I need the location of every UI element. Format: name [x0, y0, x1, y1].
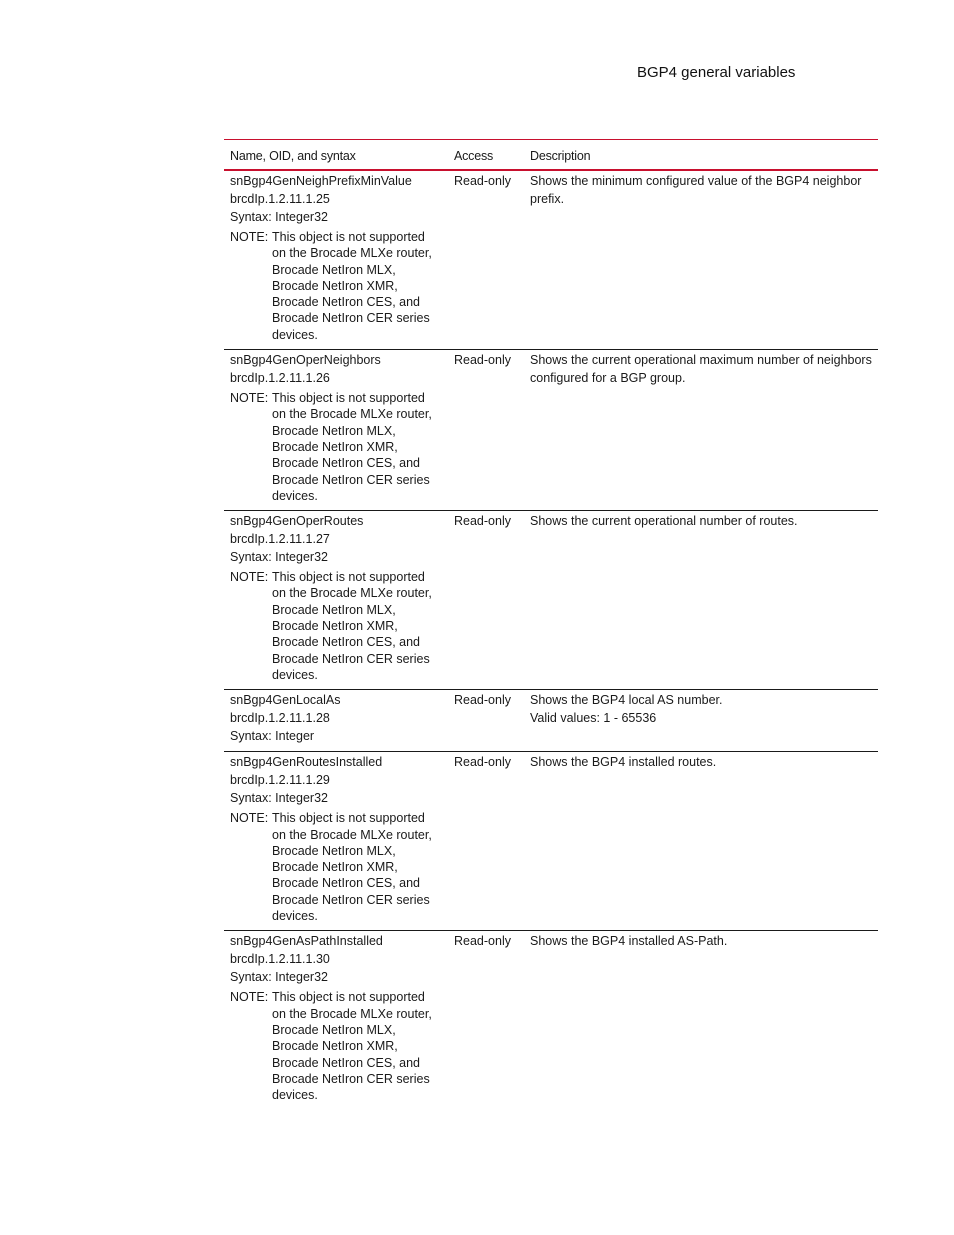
object-oid: brcdIp.1.2.11.1.28	[230, 711, 330, 726]
cell-description	[524, 752, 878, 931]
cell-name-oid-syntax	[224, 350, 448, 511]
note-label: NOTE:	[230, 570, 269, 585]
note-label: NOTE:	[230, 391, 269, 406]
note-text: This object is not supported on the Brocade MLXe router, Brocade NetIron MLX, Brocade NetIron XMR, Brocade NetIron CES, and Brocade NetIron CER series devices.	[272, 230, 432, 342]
table-body	[224, 170, 878, 1109]
table-row	[224, 350, 878, 511]
object-syntax: Syntax: Integer32	[230, 791, 328, 806]
table-header-row	[224, 140, 878, 171]
note-block	[230, 229, 442, 343]
page-header-title: BGP4 general variables	[637, 64, 796, 81]
cell-access: Read-only	[448, 690, 524, 752]
description-text: Shows the current operational maximum number of neighbors configured for a BGP group.	[530, 353, 872, 386]
description-text: Shows the current operational number of routes.	[530, 514, 798, 529]
description-valid-values: Valid values: 1 - 65536	[530, 711, 657, 726]
note-text: This object is not supported on the Brocade MLXe router, Brocade NetIron MLX, Brocade NetIron XMR, Brocade NetIron CES, and Brocade NetIron CER series devices.	[272, 570, 432, 682]
table-row	[224, 752, 878, 931]
cell-name-oid-syntax	[224, 511, 448, 690]
cell-description	[524, 511, 878, 690]
column-header-access: Access	[448, 140, 524, 171]
object-oid: brcdIp.1.2.11.1.27	[230, 532, 330, 547]
object-oid: brcdIp.1.2.11.1.29	[230, 773, 330, 788]
cell-name-oid-syntax	[224, 170, 448, 350]
cell-description	[524, 170, 878, 350]
object-name: snBgp4GenNeighPrefixMinValue	[230, 174, 412, 188]
note-label: NOTE:	[230, 230, 269, 244]
cell-description	[524, 350, 878, 511]
table-row	[224, 690, 878, 752]
note-text: This object is not supported on the Brocade MLXe router, Brocade NetIron MLX, Brocade NetIron XMR, Brocade NetIron CES, and Brocade NetIron CER series devices.	[272, 990, 432, 1103]
table-row	[224, 931, 878, 1110]
note-block	[230, 390, 442, 504]
cell-description	[524, 931, 878, 1110]
object-syntax: Syntax: Integer32	[230, 550, 328, 565]
object-syntax: Syntax: Integer	[230, 729, 315, 744]
note-block	[230, 989, 442, 1103]
cell-access: Read-only	[448, 170, 524, 350]
mib-objects-table	[224, 139, 878, 1109]
object-oid: brcdIp.1.2.11.1.25	[230, 192, 330, 206]
cell-access: Read-only	[454, 934, 511, 949]
cell-access: Read-only	[448, 752, 524, 931]
object-syntax: Syntax: Integer32	[230, 970, 328, 985]
cell-description	[524, 690, 878, 752]
object-name: snBgp4GenRoutesInstalled	[230, 755, 383, 770]
object-name: snBgp4GenLocalAs	[230, 693, 341, 708]
table-row	[224, 170, 878, 350]
column-header-description: Description	[524, 140, 878, 171]
description-text: Shows the BGP4 local AS number.	[530, 693, 723, 708]
note-label: NOTE:	[230, 990, 269, 1005]
note-label: NOTE:	[230, 811, 269, 826]
cell-name-oid-syntax	[224, 690, 448, 752]
description-text: Shows the BGP4 installed AS-Path.	[530, 934, 728, 949]
object-name: snBgp4GenAsPathInstalled	[230, 934, 383, 949]
note-text: This object is not supported on the Brocade MLXe router, Brocade NetIron MLX, Brocade NetIron XMR, Brocade NetIron CES, and Brocade NetIron CER series devices.	[272, 811, 432, 924]
description-text: Shows the minimum configured value of the BGP4 neighbor prefix.	[530, 174, 862, 206]
note-block	[230, 569, 442, 683]
cell-access: Read-only	[448, 350, 524, 511]
table-row	[224, 511, 878, 690]
description-text: Shows the BGP4 installed routes.	[530, 755, 717, 770]
cell-name-oid-syntax	[224, 931, 448, 1110]
note-block	[230, 810, 442, 924]
object-name: snBgp4GenOperRoutes	[230, 514, 364, 529]
object-oid: brcdIp.1.2.11.1.30	[230, 952, 330, 967]
object-syntax: Syntax: Integer32	[230, 210, 328, 224]
object-oid: brcdIp.1.2.11.1.26	[230, 371, 330, 386]
note-text: This object is not supported on the Brocade MLXe router, Brocade NetIron MLX, Brocade NetIron XMR, Brocade NetIron CES, and Brocade NetIron CER series devices.	[272, 391, 432, 503]
column-header-name: Name, OID, and syntax	[224, 140, 448, 171]
cell-access: Read-only	[448, 511, 524, 690]
cell-name-oid-syntax	[224, 752, 448, 931]
object-name: snBgp4GenOperNeighbors	[230, 353, 381, 368]
